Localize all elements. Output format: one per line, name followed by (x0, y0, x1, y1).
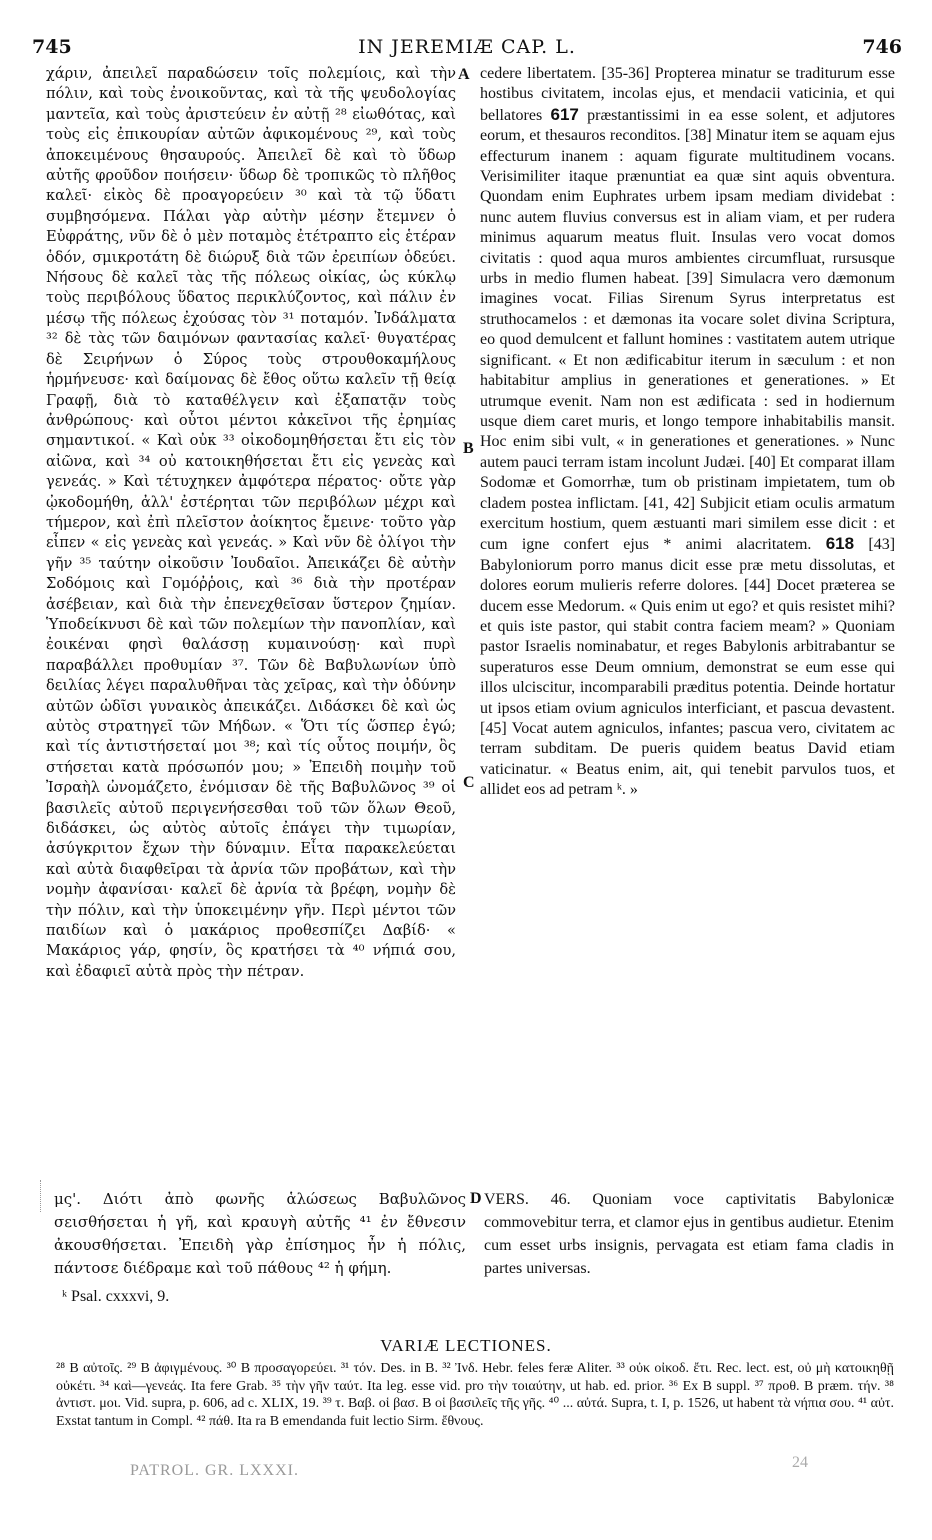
footnote: ᵏ Psal. cxxxvi, 9. (62, 1288, 170, 1305)
latin-text-part3: [43] Babyloniorum porro manus dicit esse præ metu dissolutas, et dolores eorum mulieris referre dolores. [44] Docet præterea se ducem esse Medorum. « Quis enim ut ego? et quis resistet mihi? et quis iste pastor, qui stabit contra faciem meam? » Quoniam pastor Israelis nominabatur, et reges Babylonis arbitrabantur se superaturos esse Deum omnium, demonstrat se eum esse qui illos ulciscitur, incomparabili præditus potentia. Deinde hortatur ut ipsos etiam ovium agniculos interficiant, et pascua devastent. [45] Vocat autem agniculos, infantes; pascua vero, civitatem ac terram subditam. De pueris quidem beatus David etiam vaticinatur. « Beatus enim, ait, qui tenebit parvulos tuos, et allidet eos ad petram ᵏ. » (480, 536, 896, 799)
page-number-left: 745 (32, 36, 72, 58)
verse-46-greek: μς'. Διότι ἀπὸ φωνῆς ἁλώσεως Βαβυλῶνος σεισθήσεται ἡ γῆ, καὶ κραυγὴ αὐτῆς ⁴¹ ἐν ἔθνεσιν ἀκουσθήσεται. Ἐπειδὴ γὰρ ἐπίσημος ἦν ἡ πόλις, πάντοσε διέδραμε καὶ τοῦ πάθους ⁴² ἡ φήμη. (54, 1190, 466, 1277)
variae-lectiones-title: VARIÆ LECTIONES. (380, 1336, 552, 1355)
column-number-618: 618 (825, 534, 855, 554)
running-title: IN JEREMIÆ CAP. L. (358, 36, 576, 58)
margin-marker-c: C (463, 774, 475, 791)
latin-paragraph (480, 64, 895, 801)
margin-marker-d: D (470, 1190, 482, 1207)
column-number-617: 617 (550, 104, 579, 124)
page-header (32, 36, 902, 64)
latin-column (480, 64, 895, 801)
patrologia-signature: PATROL. GR. LXXXI. (130, 1462, 299, 1479)
gathering-number: 24 (792, 1454, 808, 1471)
latin-text-part1: cedere libertatem. [35-36] Propterea minatur se traditurum esse hostibus civitatem, incolas ejus, et mendacii vaticinia, et qui bellatores (480, 65, 895, 124)
column-divider (40, 1180, 42, 1212)
margin-marker-a: A (458, 66, 470, 83)
page-number-right: 746 (862, 36, 902, 58)
variae-lectiones-text: ²⁸ B αὐτοῖς. ²⁹ B ἀφιγμένους. ³⁰ B προσαγορεύει. ³¹ τόν. Des. in B. ³² Ἰνδ. Hebr. feles feræ Aliter. ³³ οὐκ οἰκοδ. ἔτι. Rec. lect. est, οὐ μὴ κατοικηθῇ οὐκέτι. ³⁴ καὶ—γενεάς. Ita fere Grab. ³⁵ τὴν γῆν ταύτ. Ita leg. esse vid. pro τὴν τοιαύτην, ut hab. ed. prior. ³⁶ Ex B suppl. ³⁷ προθ. B præm. τήν. ³⁸ ἀντιστ. μοι. Vid. supra, p. 606, ad c. XLIX, 19. ³⁹ τ. Βαβ. οἱ βασ. B οἱ βασιλεῖς τῆς γῆς. ⁴⁰ ... αὐτά. Supra, t. I, p. 1526, ut habent τὰ νήπια σου. ⁴¹ αὐτ. Exstat tantum in Compl. ⁴² πάθ. Ita ra B emendanda fuit lectio Sirm. ἔθνους. (56, 1361, 894, 1429)
latin-text-part2: præstantissimi in ea esse solent, et adjutores eorum, et thesauros reconditos. [38] Minatur item se aquam ejus effecturum inanem : aquam figurate multitudinem vocans. Verisimiliter itaque prænuntiat ea quæ sint aquis obventura. Quondam enim Euphrates urbem ipsam mediam dividebat : nunc autem fluvius conversus est in aliam viam, et per rudera minimus aquarum meatus fluit. Insulas vero vocat domos civitatis : quod aqua muros ambientes circumfluat, rursusque urbs in medio flumen habeat. [39] Simulacra vero dæmonum imagines vocat. Filias Sirenum Syrus interpretatus est struthocamelos : et dæmonas ita vocare solet divina Scriptura, eo quod demulcent et fallunt homines : vastitatem autem utrique significant. « Et non ædificabitur iterum in sæculum : et non habitabitur amplius in generationes et generationes. » Et utrumque evenit. Nam non est ædificata : sed in hodiernum usque diem caret muris, et longo tempore inhabitabilis mansit. Hoc enim sibi vult, « in generationes et generationes. » Nunc autem pauci terram istam incolunt Judæi. [40] Et comparat illam Sodomæ et Gomorrhæ, tum ob pristinam impietatem, tum ob cladem postea inflictam. [41, 42] Subjicit etiam oculis armatum exercitum hostium, quem æstuanti mari similem esse dicit : et cum igne confert ejus * animi alacritatem. (480, 106, 895, 554)
verse-46-latin: VERS. 46. Quoniam voce captivitatis Babylonicæ commovebitur terra, et clamor ejus in gentibus audietur. Etenim cum esset urbs insignis, pervagata est etiam fama cladis in partes universas. (484, 1191, 894, 1277)
greek-paragraph: χάριν, ἀπειλεῖ παραδώσειν τοῖς πολεμίοις, καὶ τὴν πόλιν, καὶ τοὺς ἐνοικοῦντας, καὶ τὰ τῆς ψευδολογίας μαντεῖα, καὶ τοὺς ἀριστεύειν ἐν αὐτῇ ²⁸ εἰωθότας, καὶ τοὺς εἰς ἐπικουρίαν αὐτῶν ἀφικομένους ²⁹, καὶ τοὺς ἀποκειμένους θησαυρούς. Ἀπειλεῖ δὲ καὶ τὸ ὕδωρ αὐτῆς φροῦδον ποιήσειν· ὕδωρ δὲ τροπικῶς τὸ πλῆθος καλεῖ· εἰκὸς δὲ προαγορεύειν ³⁰ καὶ τὰ τῷ ὕδατι συμβησόμενα. Πάλαι γὰρ αὐτὴν μέσην ἔτεμνεν ὁ Εὐφράτης, νῦν δὲ ὁ μὲν ποταμὸς ἐτέτραπτο εἰς ἑτέραν ὁδόν, σμικροτάτη δὲ διώρυξ διὰ τῶν ἐρειπίων ὁδεύει. Νήσους δὲ καλεῖ τὰς τῆς πόλεως οἰκίας, ὡς κύκλῳ τοὺς περιβόλους ὕδατος περικλύζοντος, καὶ πάλιν ἐν μέσῳ τῆς πόλεως ἐχούσας τὸν ³¹ ποταμόν. Ἰνδάλματα ³² δὲ τὰς τῶν δαιμόνων φαντασίας καλεῖ· θυγατέρας δὲ Σειρήνων ὁ Σύρος τοὺς στρουθοκαμήλους ἡρμήνευσε· καὶ δαίμονας δὲ ἔθος οὕτω καλεῖν τῇ θείᾳ Γραφῇ, διὰ τὸ καταθέλγειν καὶ ἐξαπατᾷν τοὺς ἀνθρώπους· καὶ οὗτοι μέντοι κἀκεῖνοι τῆς ἐρημίας σημαντικοί. « Καὶ οὐκ ³³ οἰκοδομηθήσεται ἔτι εἰς τὸν αἰῶνα, καὶ ³⁴ οὐ κατοικηθήσεται ἔτι εἰς γενεὰς καὶ γενεάς. » Καὶ τέτυχηκεν ἀμφότερα πέρατος· οὔτε γὰρ ᾠκοδομήθη, ἀλλ' ἐστέρηται τῶν περιβόλων μέχρι καὶ τήμερον, καὶ ἐπὶ πλεῖστον ἀοίκητος ἔμεινε· τοῦτο γὰρ εἶπεν « εἰς γενεὰς καὶ γενεάς. » Καὶ νῦν δὲ ὀλίγοι τὴν γῆν ³⁵ ταύτην οἰκοῦσιν Ἰουδαῖοι. Ἀπεικάζει δὲ αὐτὴν Σοδόμοις καὶ Γομόῤῥοις, καὶ ³⁶ διὰ τὴν προτέραν ἀσέβειαν, καὶ διὰ τὴν ἐπενεχθεῖσαν ὕστερον ζημίαν. Ὑποδείκνυσι δὲ καὶ τῶν πολεμίων τὴν πανοπλίαν, καὶ ἐοικέναι φησὶ θαλάσσῃ κυμαινούσῃ· καὶ πυρὶ παραβάλλει προθυμίαν ³⁷. Τῶν δὲ Βαβυλωνίων ὑπὸ δειλίας λέγει παραλυθῆναι τὰς χεῖρας, καὶ τὴν ὀδύνην αὐτῶν ὠδῖσι γυναικὸς ἀπεικάζει. Διδάσκει δὲ καὶ ὡς αὐτὸς στρατηγεῖ τῶν Μήδων. « Ὅτι τίς ὥσπερ ἐγώ; καὶ τίς ἀντιστήσεταί μοι ³⁸; καὶ τίς οὗτος ποιμήν, ὃς στήσεται κατὰ πρόσωπόν μου; » Ἐπειδὴ ποιμὴν τοῦ Ἰσραὴλ ὠνομάζετο, ἐνόμισαν δὲ τῆς Βαβυλῶνος ³⁹ οἱ βασιλεῖς αὐτοῦ περιγενήσεσθαι τοῦ τῶν ὅλων Θεοῦ, διδάσκει, ὡς αὐτὸς αὐτοῖς ἐπάγει τὴν τιμωρίαν, ἀσύγκριτον ἔχων τὴν δύναμιν. Εἶτα παρακελεύεται καὶ αὐτὰ διαφθεῖραι τὰ ἀρνία τῶν προβάτων, καὶ τὴν νομὴν ἀφανίσαι· καλεῖ δὲ ἀρνία τὰ βρέφη, νομὴν δὲ τὴν πόλιν, καὶ τὴν ὑποκειμένην γῆν. Περὶ μέντοι τῶν παιδίων καὶ ὁ μακάριος προθεσπίζει Δαβίδ· « Μακάριος γάρ, φησίν, ὃς κρατήσει τὰ ⁴⁰ νήπιά σου, καὶ ἐδαφιεῖ αὐτὰ πρὸς τὴν πέτραν. (46, 65, 456, 980)
margin-marker-b: B (463, 440, 474, 457)
greek-column (46, 64, 456, 982)
page-footer (0, 1454, 932, 1488)
